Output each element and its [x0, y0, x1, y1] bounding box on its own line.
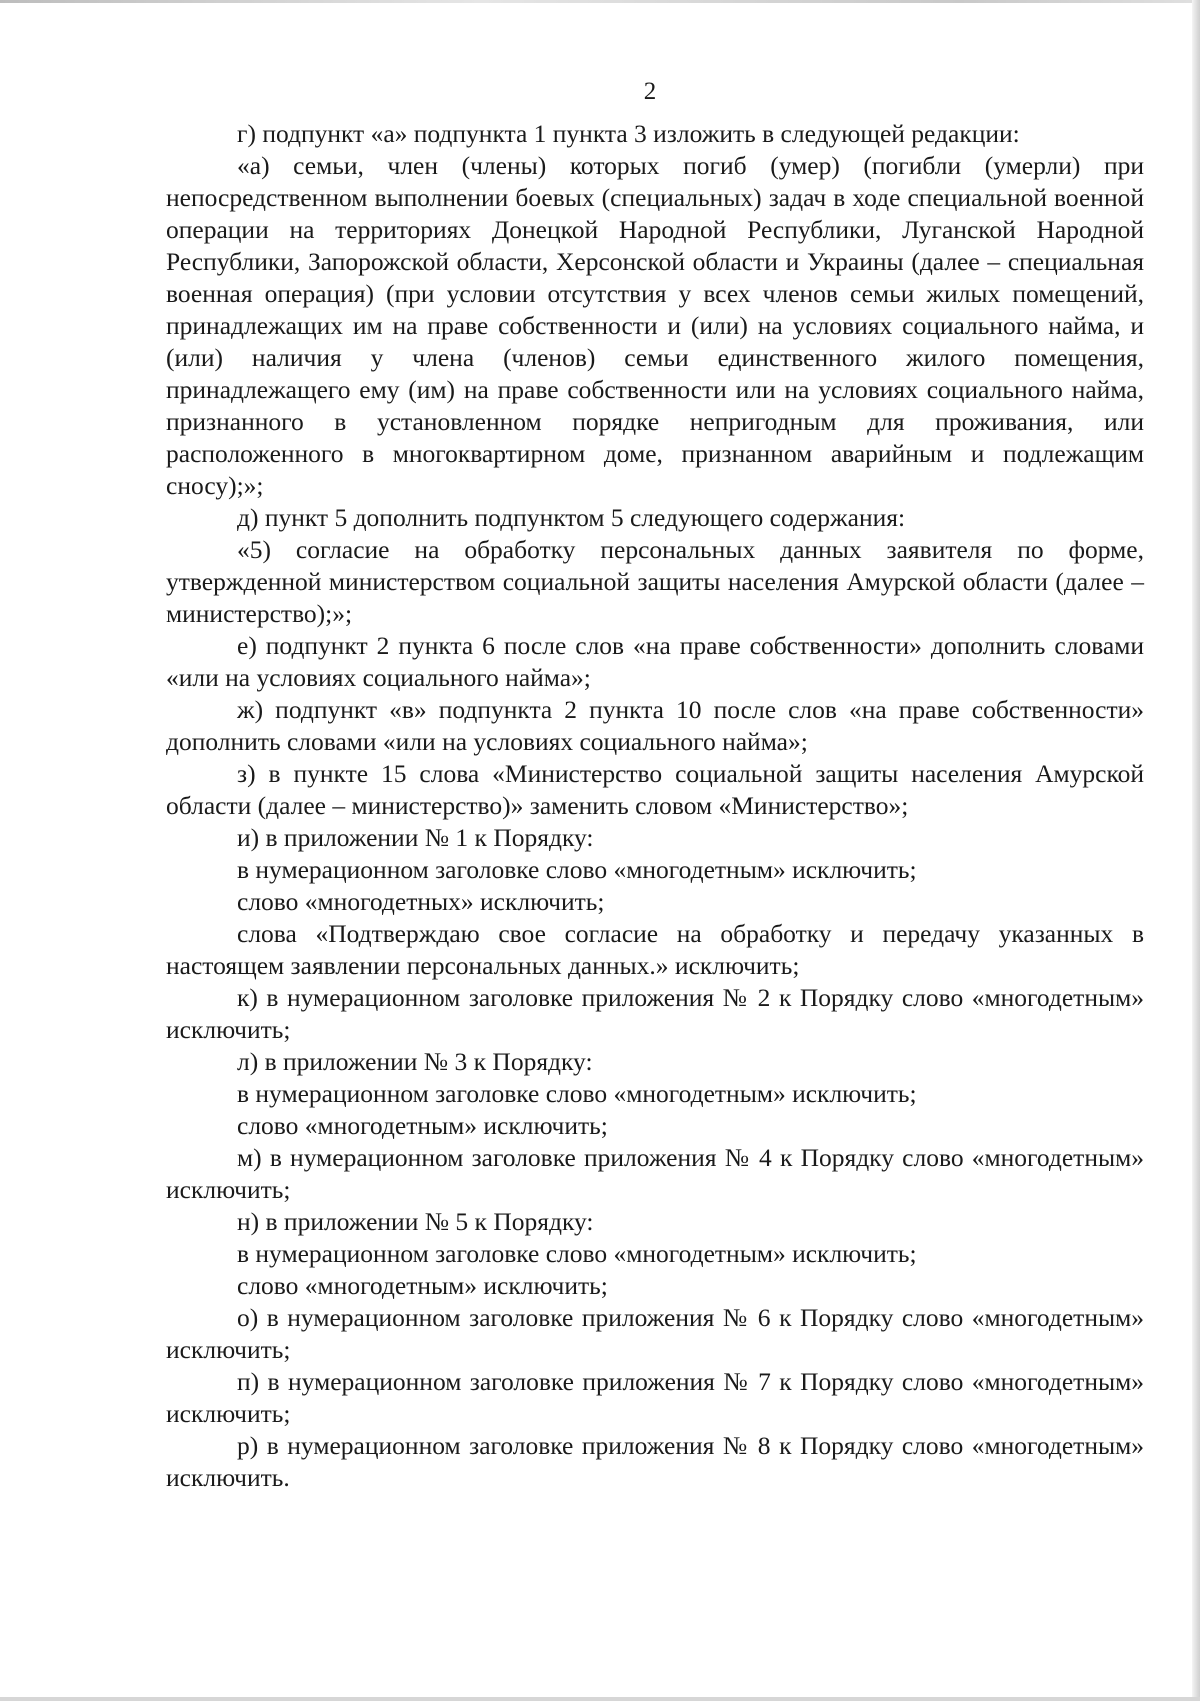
- page-number: 2: [643, 78, 657, 105]
- scan-edge-top: [0, 0, 1200, 3]
- paragraph-item-g: г) подпункт «а» подпункта 1 пункта 3 изложить в следующей редакции:: [237, 119, 1020, 148]
- paragraph-item-k: к) в нумерационном заголовке приложения № 2 к Порядку слово «многодетным» исключить;: [166, 983, 1144, 1044]
- paragraph-item-l-2: слово «многодетным» исключить;: [237, 1111, 608, 1140]
- paragraph-item-d: д) пункт 5 дополнить подпунктом 5 следующего содержания:: [237, 503, 906, 532]
- paragraph-subitem-a-text: «а) семьи, член (члены) которых погиб (умер) (погибли (умерли) при непосредственном выполнении боевых (специальных) задач в ходе специальной военной операции на территориях Донецкой Народной Республики, Луганской Народной Республики, Запорожской области, Херсонской области и Украины (далее – специальная военная операция) (при условии отсутствия у всех членов семьи жилых помещений, принадлежащих им на праве собственности и (или) на условиях социального найма, и (или) наличия у члена (членов) семьи единственного жилого помещения, принадлежащего ему (им) на праве собственности или на условиях социального найма, признанного в установленном порядке непригодным для проживания, или расположенного в многоквартирном доме, признанном аварийным и подлежащим сносу);»;: [166, 151, 1144, 500]
- document-body: [166, 118, 1144, 1494]
- paragraph-item-n-1: в нумерационном заголовке слово «многодетным» исключить;: [237, 1239, 917, 1268]
- paragraph-item-i-2: слово «многодетных» исключить;: [237, 887, 605, 916]
- paragraph-item-i: и) в приложении № 1 к Порядку:: [237, 823, 594, 852]
- paragraph-item-e: е) подпункт 2 пункта 6 после слов «на праве собственности» дополнить словами «или на условиях социального найма»;: [166, 631, 1144, 692]
- paragraph-item-r: р) в нумерационном заголовке приложения № 8 к Порядку слово «многодетным» исключить.: [166, 1431, 1144, 1492]
- paragraph-subitem-5-text: «5) согласие на обработку персональных данных заявителя по форме, утвержденной министерством социальной защиты населения Амурской области (далее – министерство);»;: [166, 535, 1144, 628]
- scan-edge-bottom: [0, 1697, 1200, 1701]
- paragraph-item-m: м) в нумерационном заголовке приложения № 4 к Порядку слово «многодетным» исключить;: [166, 1143, 1144, 1204]
- paragraph-item-l-1: в нумерационном заголовке слово «многодетным» исключить;: [237, 1079, 917, 1108]
- paragraph-item-i-1: в нумерационном заголовке слово «многодетным» исключить;: [237, 855, 917, 884]
- paragraph-item-i-3: слова «Подтверждаю свое согласие на обработку и передачу указанных в настоящем заявлении персональных данных.» исключить;: [166, 919, 1144, 980]
- paragraph-item-z: з) в пункте 15 слова «Министерство социальной защиты населения Амурской области (далее – министерство)» заменить словом «Министерство»;: [166, 759, 1144, 820]
- paragraph-item-n-2: слово «многодетным» исключить;: [237, 1271, 608, 1300]
- paragraph-item-l: л) в приложении № 3 к Порядку:: [237, 1047, 593, 1076]
- paragraph-item-o: о) в нумерационном заголовке приложения № 6 к Порядку слово «многодетным» исключить;: [166, 1303, 1144, 1364]
- paragraph-item-p: п) в нумерационном заголовке приложения № 7 к Порядку слово «многодетным» исключить;: [166, 1367, 1144, 1428]
- paragraph-item-n: н) в приложении № 5 к Порядку:: [237, 1207, 594, 1236]
- paragraph-item-zh: ж) подпункт «в» подпункта 2 пункта 10 после слов «на праве собственности» дополнить словами «или на условиях социального найма»;: [166, 695, 1144, 756]
- scan-edge-right: [1192, 0, 1200, 1701]
